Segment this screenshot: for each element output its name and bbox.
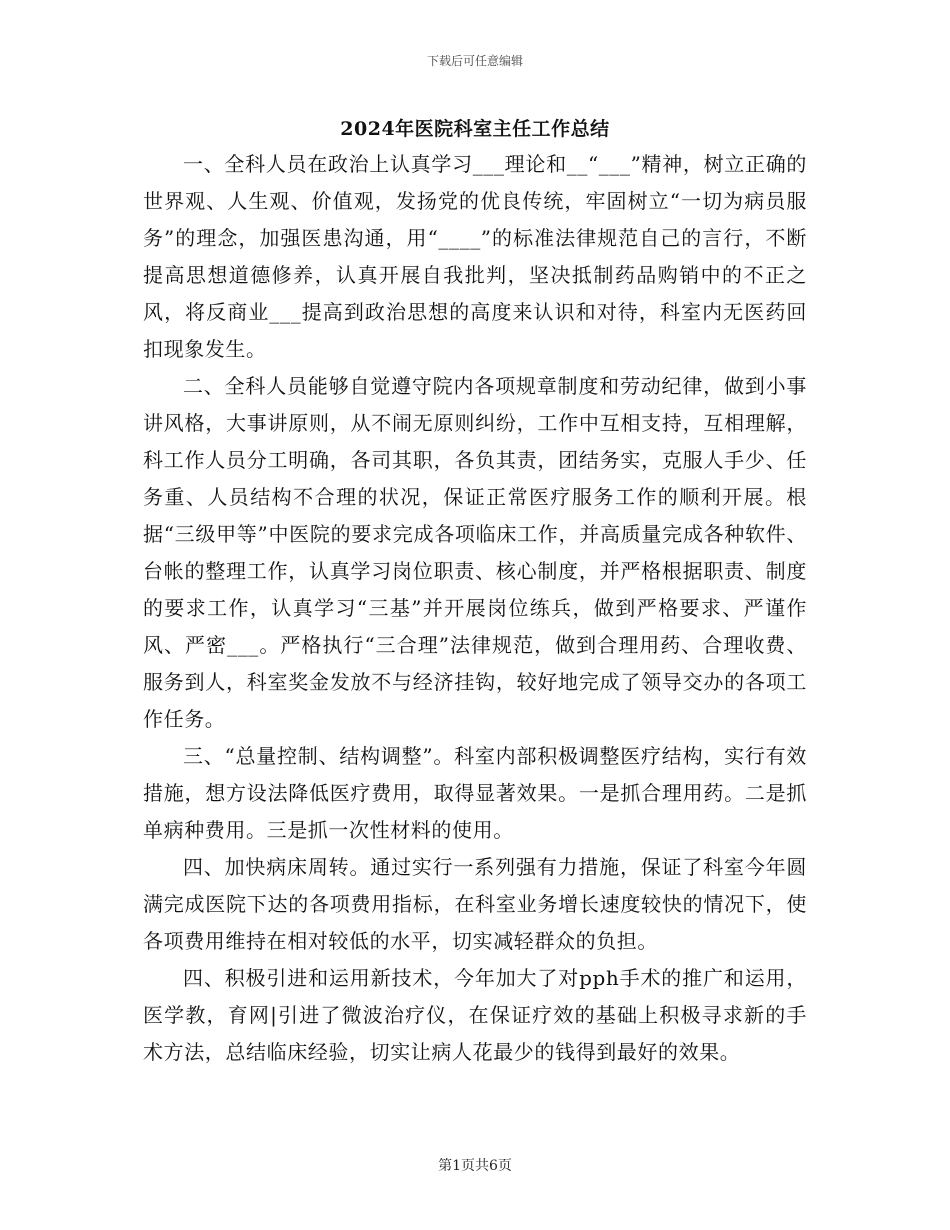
page-number: 第1页共6页 bbox=[438, 1158, 512, 1174]
paragraph-1: 一、全科人员在政治上认真学习___理论和__“___”精神，树立正确的世界观、人生观、价值观，发扬党的优良传统，牢固树立“一切为病员服务”的理念，加强医患沟通，用“____”的标准法律规范自己的言行，不断提高思想道德修养，认真开展自我批判，坚决抵制药品购销中的不正之风，将反商业___提高到政治思想的高度来认识和对待，科室内无医药回扣现象发生。 bbox=[143, 152, 807, 361]
document-title: 2024年医院科室主任工作总结 bbox=[340, 118, 610, 140]
paragraph-3: 三、“总量控制、结构调整”。科室内部积极调整医疗结构，实行有效措施，想方设法降低医疗费用，取得显著效果。一是抓合理用药。二是抓单病种费用。三是抓一次性材料的使用。 bbox=[143, 744, 807, 842]
paragraph-4: 四、加快病床周转。通过实行一系列强有力措施，保证了科室今年圆满完成医院下达的各项费用指标，在科室业务增长速度较快的情况下，使各项费用维持在相对较低的水平，切实减轻群众的负担。 bbox=[143, 855, 807, 953]
page-header-note: 下载后可任意编辑 bbox=[426, 54, 523, 68]
paragraph-5: 四、积极引进和运用新技术，今年加大了对pph手术的推广和运用，医学教，育网|引进了微波治疗仪，在保证疗效的基础上积极寻求新的手术方法，总结临床经验，切实让病人花最少的钱得到最好的效果。 bbox=[143, 966, 807, 1064]
document-body bbox=[143, 146, 807, 1071]
paragraph-2: 二、全科人员能够自觉遵守院内各项规章制度和劳动纪律，做到小事讲风格，大事讲原则，从不闹无原则纠纷，工作中互相支持，互相理解，科工作人员分工明确，各司其职，各负其责，团结务实，克服人手少、任务重、人员结构不合理的状况，保证正常医疗服务工作的顺利开展。根据“三级甲等”中医院的要求完成各项临床工作，并高质量完成各种软件、台帐的整理工作，认真学习岗位职责、核心制度，并严格根据职责、制度的要求工作，认真学习“三基”并开展岗位练兵，做到严格要求、严谨作风、严密___。严格执行“三合理”法律规范，做到合理用药、合理收费、服务到人，科室奖金发放不与经济挂钩，较好地完成了领导交办的各项工作任务。 bbox=[143, 374, 807, 731]
